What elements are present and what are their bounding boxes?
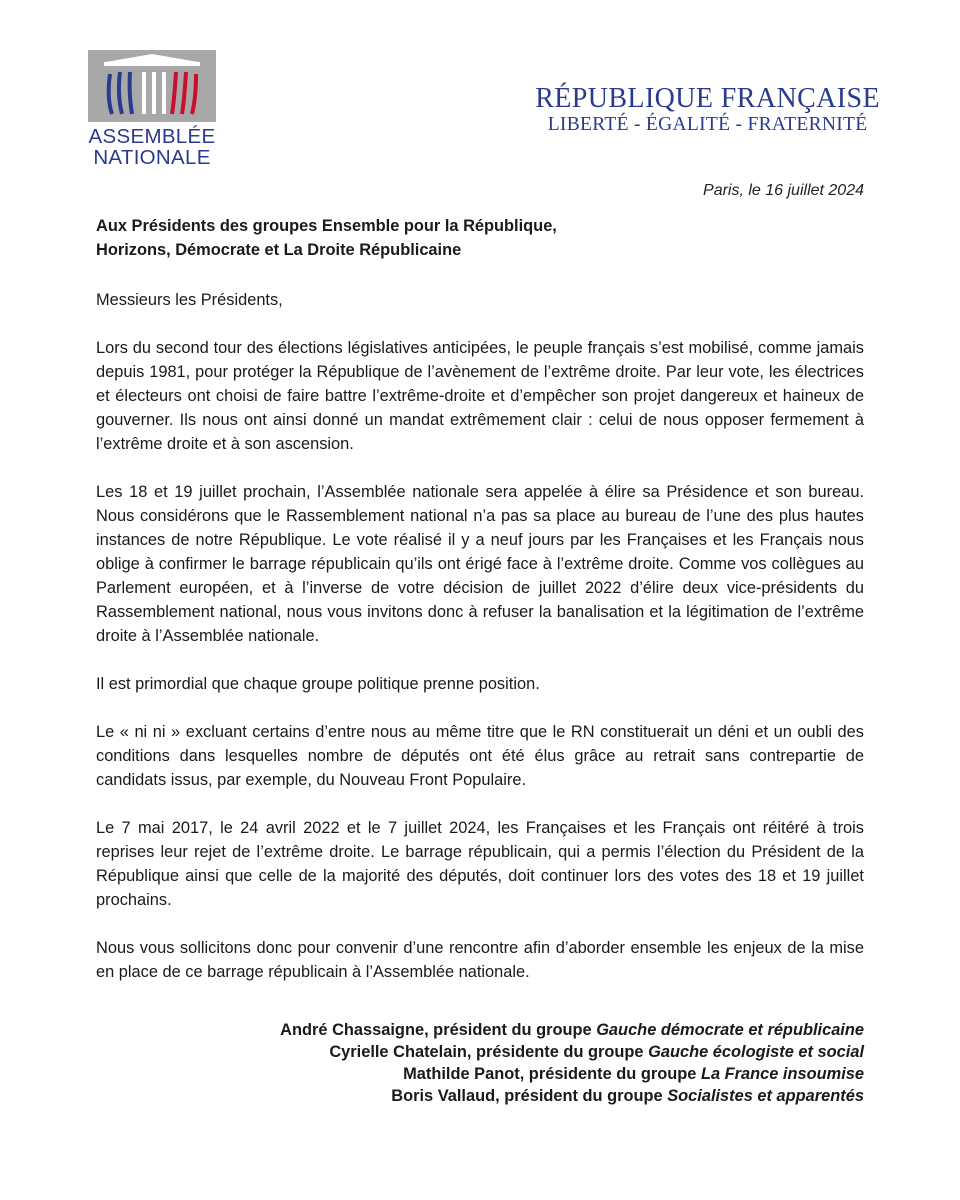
signature-line — [280, 1063, 864, 1085]
paragraph: Il est primordial que chaque groupe politique prenne position. — [96, 675, 540, 693]
signatory-name: Mathilde Panot, présidente du groupe — [403, 1065, 701, 1083]
paragraph: Le « ni ni » excluant certains d’entre nous au même titre que le RN constituerait un déni et un oubli des conditions dans lesquelles nombre de députés ont été élus grâce au retrait sans contrepartie de candidats issus, par exemple, du Nouveau Front Populaire. — [96, 723, 864, 789]
signatory-name: Cyrielle Chatelain, présidente du groupe — [329, 1043, 649, 1061]
recipient-block — [96, 214, 866, 262]
signature-line — [280, 1019, 864, 1041]
hemicycle-emblem-icon — [88, 50, 216, 122]
signatory-group: Gauche écologiste et social — [648, 1043, 864, 1061]
recipient-line: Aux Présidents des groupes Ensemble pour la République, — [96, 217, 557, 235]
logo-line-1: ASSEMBLÉE — [88, 125, 216, 148]
recipient-line: Horizons, Démocrate et La Droite Républicaine — [96, 241, 462, 259]
logo-wordmark — [88, 126, 216, 168]
paragraph: Le 7 mai 2017, le 24 avril 2022 et le 7 juillet 2024, les Françaises et les Français ont réitéré à trois reprises leur rejet de l’extrême droite. Le barrage républicain, qui a permis l’élection du Président de la République ainsi que celle de la majorité des députés, doit continuer lors des votes des 18 et 19 juillet prochains. — [96, 819, 864, 909]
republique-title: RÉPUBLIQUE FRANÇAISE — [535, 83, 880, 114]
signature-block — [280, 1019, 864, 1107]
signatory-name: Boris Vallaud, président du groupe — [391, 1087, 668, 1105]
paragraph: Les 18 et 19 juillet prochain, l’Assemblée nationale sera appelée à élire sa Présidence et son bureau. Nous considérons que le Rassemblement national n’a pas sa place au bureau de l’une des plus hautes instances de notre République. Le vote réalisé il y a neuf jours par les Françaises et les Français nous oblige à confirmer le barrage républicain qu’ils ont érigé face à l’extrême droite. Comme vos collègues au Parlement européen, et à l’inverse de votre décision de juillet 2022 d’élire deux vice-présidents du Rassemblement national, nous vous invitons donc à refuser la banalisation et la légitimation de l’extrême droite à l’Assemblée nationale. — [96, 483, 864, 645]
signatory-group: Socialistes et apparentés — [667, 1087, 864, 1105]
paragraph: Nous vous sollicitons donc pour convenir d’une rencontre afin d’aborder ensemble les enjeux de la mise en place de ce barrage républicain à l’Assemblée nationale. — [96, 939, 864, 981]
assemblee-nationale-logo — [88, 50, 222, 168]
republique-motto: LIBERTÉ - ÉGALITÉ - FRATERNITÉ — [547, 114, 868, 135]
letter-body — [96, 288, 864, 984]
signature-line — [280, 1041, 864, 1063]
signature-line — [280, 1085, 864, 1107]
signatory-group: Gauche démocrate et républicaine — [596, 1021, 864, 1039]
salutation: Messieurs les Présidents, — [96, 291, 283, 309]
signatory-name: André Chassaigne, président du groupe — [280, 1021, 597, 1039]
letter-date: Paris, le 16 juillet 2024 — [703, 182, 864, 199]
logo-line-2: NATIONALE — [93, 146, 211, 169]
paragraph: Lors du second tour des élections législatives anticipées, le peuple français s’est mobilisé, comme jamais depuis 1981, pour protéger la République de l’avènement de l’extrême droite. Par leur vote, les électrices et électeurs ont choisi de faire battre l’extrême-droite et d’empêcher son projet dangereux et haineux de gouverner. Ils nous ont ainsi donné un mandat extrêmement clair : celui de nous opposer fermement à l’extrême droite et à son ascension. — [96, 339, 864, 453]
signatory-group: La France insoumise — [700, 1065, 864, 1083]
republique-heading — [535, 84, 880, 136]
